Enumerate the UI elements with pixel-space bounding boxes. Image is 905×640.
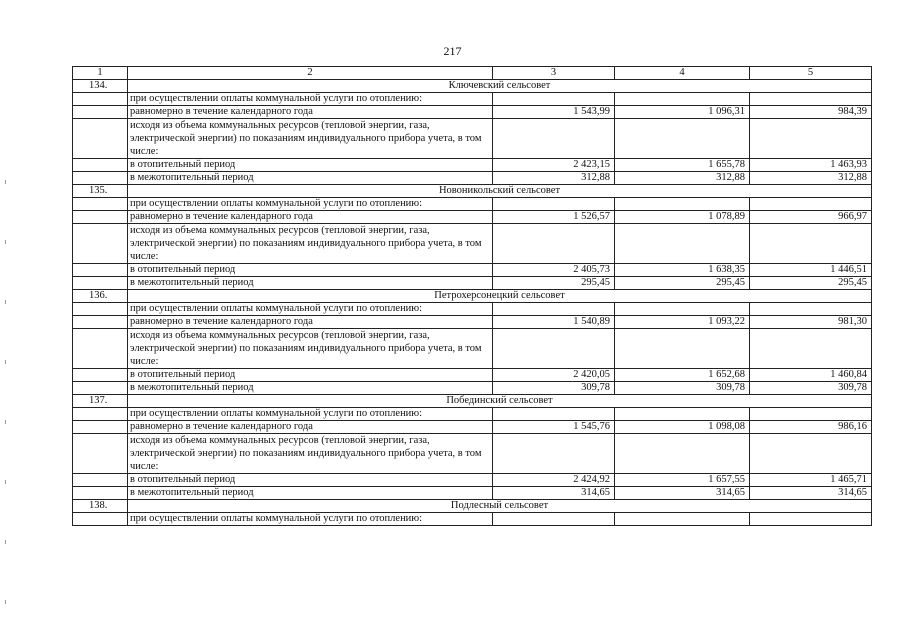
value-col-4: 309,78 <box>615 382 750 395</box>
value-col-4 <box>615 513 750 526</box>
row-label: при осуществлении оплаты коммунальной услуги по отоплению: <box>128 513 493 526</box>
row-index-cell <box>73 382 128 395</box>
column-header-3: 3 <box>493 67 615 80</box>
value-col-4 <box>615 408 750 421</box>
value-col-4: 1 096,31 <box>615 106 750 119</box>
row-label: равномерно в течение календарного года <box>128 106 493 119</box>
row-index-cell <box>73 421 128 434</box>
table-row <box>73 159 872 172</box>
value-col-5 <box>750 513 872 526</box>
row-index-cell <box>73 224 128 264</box>
table-row <box>73 119 872 159</box>
table-row <box>73 382 872 395</box>
table-row <box>73 277 872 290</box>
section-header-row <box>73 290 872 303</box>
row-label: в межотопительный период <box>128 277 493 290</box>
table-row <box>73 434 872 474</box>
section-number: 137. <box>73 395 128 408</box>
row-index-cell <box>73 106 128 119</box>
section-header-row <box>73 395 872 408</box>
row-label: исходя из объема коммунальных ресурсов (тепловой энергии, газа, электрической энергии) по показаниям индивидуального прибора учета, в том числе: <box>128 329 493 369</box>
row-index-cell <box>73 434 128 474</box>
value-col-5: 986,16 <box>750 421 872 434</box>
value-col-4 <box>615 93 750 106</box>
value-col-3 <box>493 303 615 316</box>
row-index-cell <box>73 198 128 211</box>
section-number: 136. <box>73 290 128 303</box>
table-row <box>73 474 872 487</box>
value-col-3: 2 405,73 <box>493 264 615 277</box>
value-col-5 <box>750 434 872 474</box>
value-col-4: 1 638,35 <box>615 264 750 277</box>
value-col-3 <box>493 93 615 106</box>
value-col-5: 1 463,93 <box>750 159 872 172</box>
value-col-3: 1 545,76 <box>493 421 615 434</box>
section-name: Петрохерсонецкий сельсовет <box>128 290 872 303</box>
section-name: Ключевский сельсовет <box>128 80 872 93</box>
value-col-4: 1 655,78 <box>615 159 750 172</box>
table-row <box>73 172 872 185</box>
value-col-5 <box>750 224 872 264</box>
value-col-5 <box>750 198 872 211</box>
row-index-cell <box>73 329 128 369</box>
value-col-5 <box>750 408 872 421</box>
row-index-cell <box>73 474 128 487</box>
table-row <box>73 224 872 264</box>
row-label: в отопительный период <box>128 264 493 277</box>
row-label: исходя из объема коммунальных ресурсов (тепловой энергии, газа, электрической энергии) по показаниям индивидуального прибора учета, в том числе: <box>128 119 493 159</box>
column-header-1: 1 <box>73 67 128 80</box>
value-col-4: 1 078,89 <box>615 211 750 224</box>
value-col-3 <box>493 434 615 474</box>
value-col-3: 1 526,57 <box>493 211 615 224</box>
column-header-4: 4 <box>615 67 750 80</box>
value-col-4 <box>615 119 750 159</box>
value-col-3: 2 423,15 <box>493 159 615 172</box>
section-name: Побединский сельсовет <box>128 395 872 408</box>
value-col-5: 309,78 <box>750 382 872 395</box>
table-row <box>73 487 872 500</box>
row-label: в отопительный период <box>128 369 493 382</box>
value-col-4 <box>615 329 750 369</box>
section-number: 138. <box>73 500 128 513</box>
value-col-5 <box>750 303 872 316</box>
value-col-4: 1 098,08 <box>615 421 750 434</box>
value-col-5: 1 446,51 <box>750 264 872 277</box>
value-col-5: 314,65 <box>750 487 872 500</box>
section-header-row <box>73 185 872 198</box>
value-col-3 <box>493 119 615 159</box>
row-index-cell <box>73 159 128 172</box>
section-name: Подлесный сельсовет <box>128 500 872 513</box>
table-row <box>73 316 872 329</box>
table-row <box>73 198 872 211</box>
value-col-3: 309,78 <box>493 382 615 395</box>
value-col-5: 1 460,84 <box>750 369 872 382</box>
value-col-3 <box>493 329 615 369</box>
column-header-5: 5 <box>750 67 872 80</box>
section-number: 134. <box>73 80 128 93</box>
row-label: при осуществлении оплаты коммунальной услуги по отоплению: <box>128 303 493 316</box>
row-label: в межотопительный период <box>128 487 493 500</box>
column-header-row <box>73 67 872 80</box>
value-col-3: 314,65 <box>493 487 615 500</box>
value-col-3 <box>493 408 615 421</box>
value-col-3 <box>493 513 615 526</box>
value-col-4: 1 652,68 <box>615 369 750 382</box>
value-col-3 <box>493 198 615 211</box>
value-col-4: 314,65 <box>615 487 750 500</box>
row-label: равномерно в течение календарного года <box>128 316 493 329</box>
value-col-3: 312,88 <box>493 172 615 185</box>
value-col-4: 1 657,55 <box>615 474 750 487</box>
section-name: Новоникольский сельсовет <box>128 185 872 198</box>
value-col-5: 295,45 <box>750 277 872 290</box>
row-label: в отопительный период <box>128 474 493 487</box>
value-col-5: 984,39 <box>750 106 872 119</box>
row-label: равномерно в течение календарного года <box>128 421 493 434</box>
row-index-cell <box>73 487 128 500</box>
row-label: в отопительный период <box>128 159 493 172</box>
value-col-4: 295,45 <box>615 277 750 290</box>
table-row <box>73 106 872 119</box>
table-row <box>73 264 872 277</box>
row-label: равномерно в течение календарного года <box>128 211 493 224</box>
value-col-5 <box>750 93 872 106</box>
row-label: исходя из объема коммунальных ресурсов (тепловой энергии, газа, электрической энергии) по показаниям индивидуального прибора учета, в том числе: <box>128 224 493 264</box>
row-index-cell <box>73 172 128 185</box>
row-index-cell <box>73 408 128 421</box>
row-label: в межотопительный период <box>128 382 493 395</box>
table-row <box>73 93 872 106</box>
tariff-table <box>72 66 872 526</box>
page-number: 217 <box>443 44 462 58</box>
row-label: при осуществлении оплаты коммунальной услуги по отоплению: <box>128 93 493 106</box>
value-col-5: 312,88 <box>750 172 872 185</box>
row-index-cell <box>73 303 128 316</box>
value-col-4 <box>615 434 750 474</box>
table-row <box>73 211 872 224</box>
value-col-3: 295,45 <box>493 277 615 290</box>
row-index-cell <box>73 119 128 159</box>
section-header-row <box>73 500 872 513</box>
value-col-3: 2 420,05 <box>493 369 615 382</box>
tariff-table-body <box>73 67 872 526</box>
value-col-4 <box>615 303 750 316</box>
row-index-cell <box>73 316 128 329</box>
value-col-5: 1 465,71 <box>750 474 872 487</box>
value-col-5: 966,97 <box>750 211 872 224</box>
row-label: при осуществлении оплаты коммунальной услуги по отоплению: <box>128 198 493 211</box>
row-index-cell <box>73 93 128 106</box>
value-col-4 <box>615 224 750 264</box>
section-header-row <box>73 80 872 93</box>
row-index-cell <box>73 513 128 526</box>
row-index-cell <box>73 264 128 277</box>
row-label: исходя из объема коммунальных ресурсов (тепловой энергии, газа, электрической энергии) по показаниям индивидуального прибора учета, в том числе: <box>128 434 493 474</box>
value-col-4 <box>615 198 750 211</box>
table-row <box>73 513 872 526</box>
table-row <box>73 303 872 316</box>
row-index-cell <box>73 369 128 382</box>
table-row <box>73 369 872 382</box>
value-col-5: 981,30 <box>750 316 872 329</box>
row-label: в межотопительный период <box>128 172 493 185</box>
table-row <box>73 329 872 369</box>
column-header-2: 2 <box>128 67 493 80</box>
table-row <box>73 421 872 434</box>
row-label: при осуществлении оплаты коммунальной услуги по отоплению: <box>128 408 493 421</box>
value-col-3: 1 540,89 <box>493 316 615 329</box>
table-row <box>73 408 872 421</box>
row-index-cell <box>73 211 128 224</box>
value-col-5 <box>750 329 872 369</box>
value-col-3: 1 543,99 <box>493 106 615 119</box>
value-col-4: 1 093,22 <box>615 316 750 329</box>
value-col-3 <box>493 224 615 264</box>
section-number: 135. <box>73 185 128 198</box>
value-col-5 <box>750 119 872 159</box>
value-col-3: 2 424,92 <box>493 474 615 487</box>
scan-edge-marks <box>5 180 7 620</box>
value-col-4: 312,88 <box>615 172 750 185</box>
row-index-cell <box>73 277 128 290</box>
